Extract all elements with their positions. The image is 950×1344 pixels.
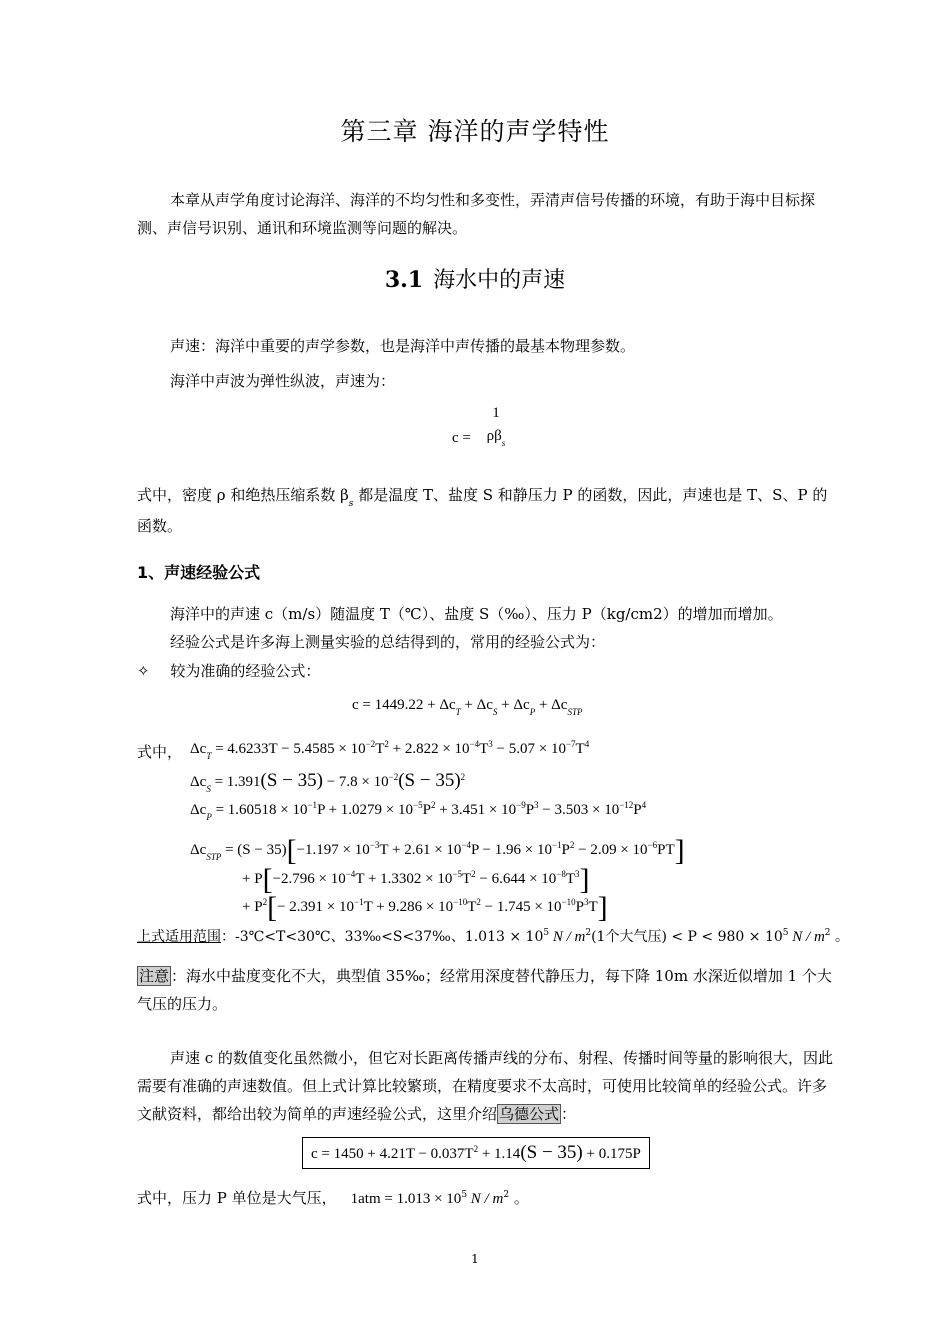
note-label: 注意 — [139, 967, 170, 985]
validity-range-label: 上式适用范围 — [137, 929, 221, 945]
wave-paragraph: 海洋中声波为弹性纵波，声速为： — [170, 372, 396, 390]
page-number: 1 — [471, 1252, 479, 1266]
speed-definition: 声速：海洋中重要的声学参数，也是海洋中声传播的最基本物理参数。 — [170, 337, 636, 355]
bullet-item: ✧ 较为准确的经验公式： — [137, 662, 321, 680]
chapter-title: 第三章 海洋的声学特性 — [340, 117, 610, 146]
increase-paragraph: 海洋中的声速 c（m/s）随温度 T（℃）、盐度 S（‰）、压力 P（kg/cm2）的增加而增加。 — [170, 605, 783, 623]
diamond-bullet-icon: ✧ — [137, 662, 150, 680]
main-speed-equation: $c = 1449.22 + \Delta c_T + \Delta c_S + \Delta c_P + \Delta c_{STP}$ — [352, 697, 583, 717]
delta-cstp-line-3: + $P^2[- 2.391 \times 10^{-1}T + 9.286 \times 10^{-10}T^2 - 1.745 \times 10^{-10}P^3T]$ — [242, 891, 608, 924]
section-title — [0, 263, 950, 294]
note-paragraph: 注意 ：海水中盐度变化不大，典型值 35‰；经常用深度替代静压力，每下降 10m 水深近似增加 1 个大气压的压力。 — [137, 967, 832, 1013]
where-paragraph-1: 式中，密度 ρ 和绝热压缩系数 $\beta_s$ 都是温度 T、盐度 S 和静压力 P 的函数，因此，声速也是 T、S、P 的函数。 — [137, 486, 828, 535]
sound-speed-equation: c = 1 $\rho\beta_s$ — [452, 405, 506, 448]
subheading: 1、声速经验公式 — [137, 563, 261, 582]
delta-cstp-line-2: + $P[-2.796 \times 10^{-4}T + 1.3302 \times 10^{-5}T^2 - 6.644 \times 10^{-8}T^3]$ — [242, 863, 590, 896]
accuracy-paragraph: 声速 c 的数值变化虽然微小，但它对长距离传播声线的分布、射程、传播时间等量的影响很大，因此需要有准确的声速数值。但上式计算比较繁琐，在精度要求不太高时，可使用比较简单的经验公式。许多文献资料，都给出较为简单的声速经验公式，这里介绍 乌德公式 ： — [137, 1049, 833, 1123]
delta-cs-equation: $\Delta c_S = 1.391(S - 35) - 7.8 \times 10^{-2}(S - 35)^2$ — [190, 770, 466, 794]
delta-cstp-equation: $\Delta c_{STP} = (S - 35)[-1.197 \times 10^{-3}T + 2.61 \times 10^{-4}P - 1.96 \times 10^{-1}P^2 - 2.09 \times 10^{-6}PT]$ — [190, 834, 685, 867]
wood-formula-box: $c = 1450 + 4.21T - 0.037T^2 + 1.14(S - 35) + 0.175P$ — [302, 1137, 650, 1169]
section-number: 3.1 — [384, 267, 424, 293]
validity-range: 上式适用范围：-3℃<T<30℃、33‰<S<37‰、$1.013 \times 10^5$ N / $m^2(1$个大气压) < $P < 980 \times 10^5$ N / $m^2$ 。 — [137, 928, 849, 945]
intro-paragraph: 本章从声学角度讨论海洋、海洋的不均匀性和多变性，弄清声信号传播的环境，有助于海中目标探测、声信号识别、通讯和环境监测等问题的解决。 — [137, 191, 816, 237]
delta-ct-equation: $\Delta c_T = 4.6233T - 5.4585 \times 10^{-2}T^2 + 2.822 \times 10^{-4}T^3 - 5.07 \times 10^{-7}T^4$ — [190, 739, 590, 761]
section-name: 海水中的声速 — [433, 268, 566, 293]
wood-formula-term: 乌德公式 — [499, 1105, 560, 1123]
where-label: 式中， — [137, 743, 183, 761]
atm-paragraph: 式中，压力 P 单位是大气压， $1atm = 1.013 \times 10^5$ N / $m^2$ 。 — [137, 1189, 529, 1207]
empirical-paragraph: 经验公式是许多海上测量实验的总结得到的，常用的经验公式为： — [170, 633, 606, 651]
delta-cp-equation: $\Delta c_P = 1.60518 \times 10^{-1}P + 1.0279 \times 10^{-5}P^2 + 3.451 \times 10^{-9}P^3 - 3.503 \times 10^{-12}P^4$ — [190, 800, 647, 822]
